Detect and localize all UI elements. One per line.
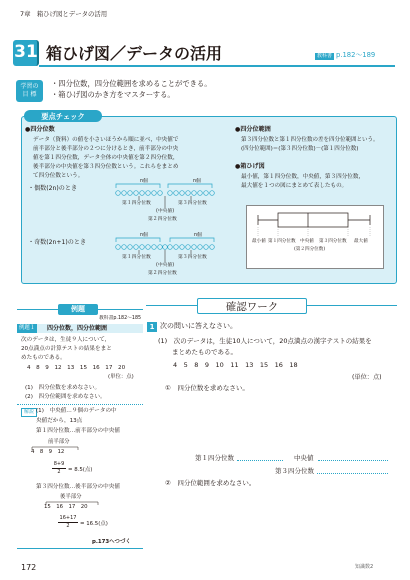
example-tag: 例題１ — [19, 325, 36, 331]
answer-line: 央値だから，13点 — [36, 418, 83, 424]
first-half-data: 4 8 9 12 — [31, 449, 65, 455]
paragraph-line: 前半部分と後半部分の２つに分けるとき，前半部分の中央 — [33, 146, 179, 153]
example-title-row — [17, 324, 143, 333]
unit-title-bar — [13, 40, 395, 66]
question-line: (2) 四分位範囲を求めなさい。 — [25, 394, 106, 400]
answer-tag: 解説 — [21, 408, 37, 417]
box-plot — [246, 205, 384, 269]
second-half-label: 後半部分 — [60, 494, 82, 500]
box-line: 最大値を１つの図にまとめて表したもの。 — [241, 183, 348, 190]
paragraph-line: て四分位数という。 — [33, 173, 84, 180]
title-underline — [39, 65, 395, 67]
box-label-min: 最小値 — [252, 239, 266, 244]
goal-item: ・四分位数，四分位範囲を求めることができる。 — [51, 79, 212, 88]
sub-question-1: ① 四分位数を求めなさい。 — [165, 384, 249, 392]
textbook-badge: 教科書 — [317, 53, 333, 59]
fraction-den: 2 — [57, 468, 61, 475]
box-label-q2: (第２四分位数) — [294, 247, 326, 252]
goals-label-line1: 学習の — [20, 83, 39, 90]
problem-line: めたものである。 — [21, 355, 66, 361]
divider — [17, 404, 143, 405]
odd-q2-label: 第２四分位数 — [148, 271, 177, 276]
example-title: 四分位数，四分位範囲 — [47, 324, 108, 332]
question-number — [147, 322, 157, 332]
unit-number-badge — [13, 40, 39, 66]
example-pages: 教科書p.182〜185 — [99, 316, 142, 321]
n-label: n個 — [140, 179, 148, 184]
range-line: (四分位範囲)＝(第３四分位数)－(第１四分位数) — [241, 146, 359, 153]
page-number: 172 — [21, 563, 37, 572]
goals-label — [16, 80, 43, 102]
textbook-pages: p.182〜189 — [336, 51, 376, 59]
answer-line: (1) 中央値…９個のデータの中 — [36, 408, 117, 414]
range-heading: ●四分位範囲 — [235, 126, 271, 133]
box-heading: ●箱ひげ図 — [235, 163, 265, 171]
unit-number: 31 — [14, 42, 38, 62]
check-title: 要点チェック — [41, 111, 85, 121]
example-data: 4 8 9 12 13 15 16 17 20 — [27, 365, 126, 371]
even-q3-label: 第３四分位数 — [178, 201, 207, 206]
answer-q1-label: 第１四分位数 — [195, 454, 234, 462]
continue-link[interactable]: p.173へつづく — [92, 539, 131, 545]
goal-item: ・箱ひげ図のかき方をマスターする。 — [51, 90, 175, 100]
even-q2-label: 第２四分位数 — [148, 217, 177, 222]
problem-line: 次のデータは，生徒９人について， — [21, 337, 111, 343]
example-heading-bar — [17, 304, 143, 315]
goals-label-line2: 目 標 — [22, 91, 37, 98]
even-label: ・偶数(2n)のとき — [28, 185, 78, 192]
answer-q3-field[interactable] — [317, 473, 388, 474]
answer-median-label: 中央値 — [294, 454, 314, 462]
question-line: (1) 四分位数を求めなさい。 — [25, 385, 101, 391]
example-bottom-rule — [17, 548, 143, 549]
box-label-max: 最大値 — [354, 239, 368, 244]
answer-q3-label: 第３四分位数 — [275, 467, 314, 475]
odd-median-label: (中央値) — [156, 263, 175, 268]
range-line: 第３四分位数と第１四分位数の差を四分位範囲という。 — [241, 137, 379, 144]
unit-title: 箱ひげ図／データの活用 — [46, 44, 223, 63]
paragraph-line: データ（資料）の値を小さいほうから順に並べ，中央値で — [33, 137, 179, 144]
box-label-median: 中央値 — [300, 239, 314, 244]
work-title-bar — [146, 298, 397, 314]
second-half-fraction — [58, 516, 78, 529]
odd-q1-label: 第１四分位数 — [122, 255, 151, 260]
example-unit: (単位：点) — [108, 374, 134, 380]
work-problem — [158, 336, 372, 358]
first-half-label: 前半部分 — [48, 439, 70, 445]
quartile-paragraph — [25, 136, 230, 181]
odd-q3-label: 第３四分位数 — [178, 255, 207, 260]
quartile-section — [25, 127, 230, 181]
work-title: 確認ワーク — [225, 300, 279, 313]
box-label-q1: 第１四分位数 — [268, 239, 296, 244]
sub-question-2: ② 四分位範囲を求めなさい。 — [165, 479, 256, 487]
example-questions — [25, 384, 106, 402]
answer-line: 第１四分位数…前半部分の中央値 — [36, 428, 120, 434]
box-line: 最小値，第１四分位数，中央値，第３四分位数， — [241, 174, 365, 181]
problem-line: 20点満点の計算テストの結果をまと — [21, 346, 112, 352]
n-label: n個 — [194, 233, 202, 238]
example-heading: 例題 — [71, 305, 85, 313]
first-half-result: = 8.5(点) — [68, 467, 93, 473]
problem-line: (1) 次のデータは，生徒10人について，20点満点の漢字テストの結果を — [158, 337, 372, 345]
paragraph-line: 後半部分の中央値を第３四分位数という。これらをまとめ — [33, 164, 179, 171]
even-q1-label: 第１四分位数 — [122, 201, 151, 206]
third-quartile-line: 第３四分位数…後半部分の中央値 — [36, 484, 120, 490]
answer-q1-field[interactable] — [237, 460, 283, 461]
question-title: 次の問いに答えなさい。 — [160, 322, 237, 330]
even-median-label: (中央値) — [156, 209, 175, 214]
problem-line: まとめたものである。 — [172, 348, 237, 356]
goals-list — [51, 80, 212, 99]
fraction-den: 2 — [66, 522, 70, 529]
range-section — [235, 127, 395, 191]
n-label: n個 — [193, 179, 201, 184]
paragraph-line: 値を第１四分位数，データ全体の中央値を第２四分位数， — [33, 155, 179, 162]
quartile-heading: ●四分位数 — [25, 126, 55, 133]
footer-text: 知識数2 — [355, 564, 374, 570]
second-half-data: 15 16 17 20 — [44, 504, 88, 510]
example-problem — [21, 336, 143, 363]
fraction-num: 16+17 — [59, 515, 77, 521]
work-data: 4 5 8 9 10 11 13 15 16 18 — [173, 361, 298, 369]
fraction-num: 8+9 — [53, 461, 65, 467]
running-header: 7章 箱ひげ図とデータの活用 — [20, 10, 108, 18]
answer-median-field[interactable] — [318, 460, 388, 461]
question-number-text: 1 — [149, 322, 155, 331]
first-half-fraction — [52, 462, 66, 475]
work-unit: (単位：点) — [352, 374, 382, 381]
box-label-q3: 第３四分位数 — [319, 239, 347, 244]
second-half-result: = 16.5(点) — [80, 521, 108, 527]
n-label: n個 — [140, 233, 148, 238]
odd-label: ・奇数(2n+1)のとき — [28, 239, 87, 246]
check-title-tab — [24, 110, 102, 122]
